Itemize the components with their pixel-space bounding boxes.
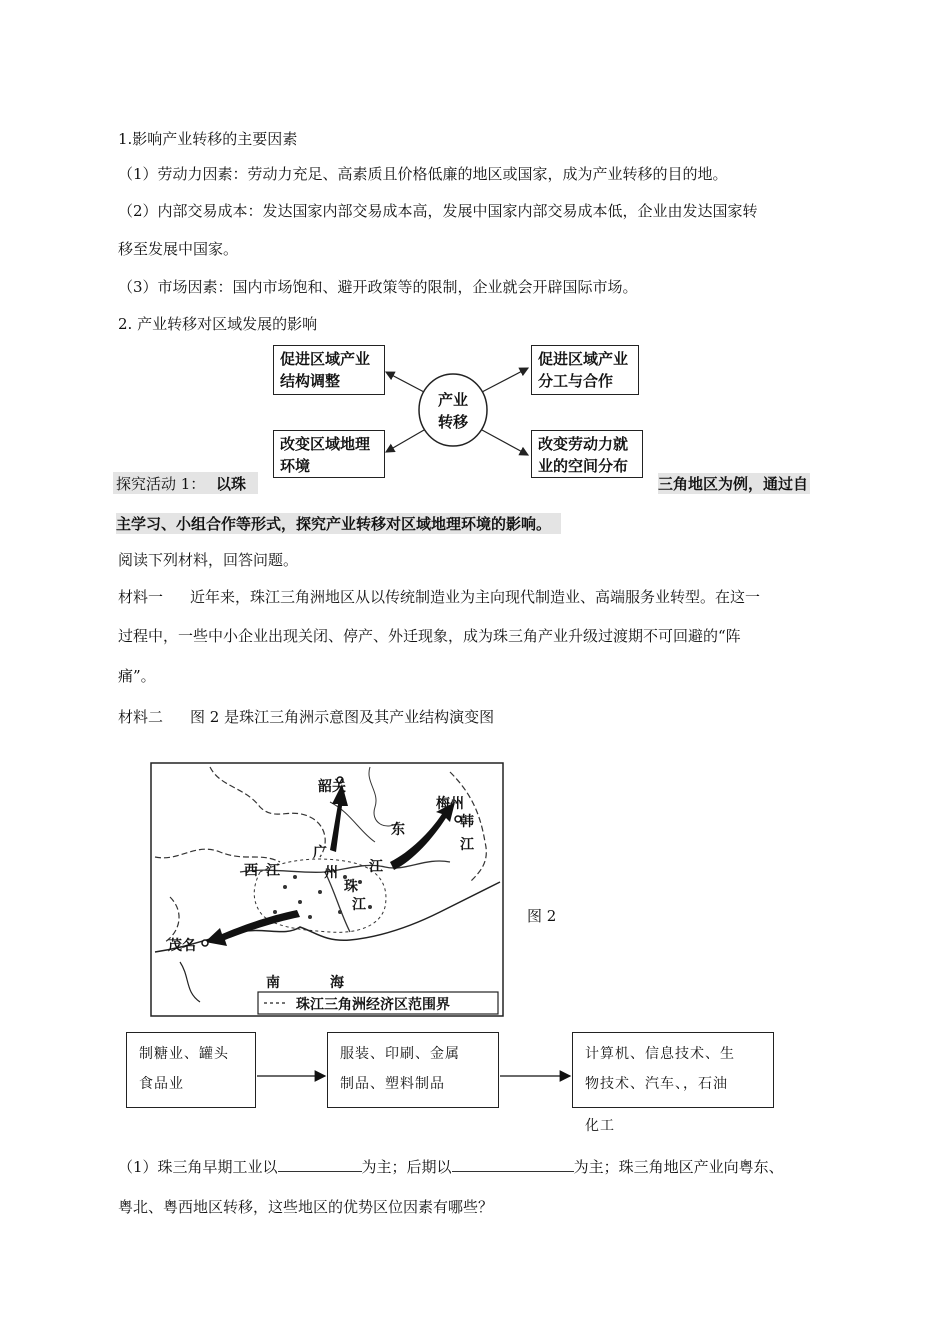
flow-stage-late-tail: 化工 — [585, 1118, 615, 1134]
flow-line: 食品业 — [139, 1076, 184, 1092]
answer-blank-late[interactable] — [452, 1155, 574, 1172]
map-label-shaoguan: 韶关 — [318, 779, 346, 795]
box-line: 结构调整 — [280, 372, 341, 390]
section1-item2-line2: 移至发展中国家。 — [118, 240, 239, 258]
box-line: 促进区域产业 — [538, 350, 629, 368]
section1-item3: （3）市场因素：国内市场饱和、避开政策等的限制，企业就会开辟国际市场。 — [118, 278, 638, 296]
activity-text-start: 以珠 — [216, 475, 247, 493]
box-line: 改变区域地理 — [280, 435, 371, 453]
question1-line2: 粤北、粤西地区转移，这些地区的优势区位因素有哪些？ — [118, 1198, 494, 1216]
section2-title: 2. 产业转移对区域发展的影响 — [118, 315, 318, 333]
material1-label: 材料一 — [118, 588, 164, 606]
map-label-zhou: 州 — [324, 865, 338, 881]
section1-title: 1.影响产业转移的主要因素 — [118, 130, 298, 148]
reading-instruction: 阅读下列材料，回答问题。 — [118, 551, 299, 569]
flow-line: 计算机、信息技术、生 — [585, 1046, 735, 1062]
map-legend-label: 珠江三角洲经济区范围界 — [296, 997, 450, 1013]
activity-text-line2: 主学习、小组合作等形式，探究产业转移对区域地理环境的影响。 — [116, 513, 561, 534]
question1-part-c: 为主；珠三角地区产业向粤东、 — [573, 1158, 784, 1176]
map-label-xi-jiang: 江 — [266, 863, 280, 879]
flow-line: 服装、印刷、金属 — [340, 1046, 460, 1062]
material1-line1: 近年来，珠江三角洲地区从以传统制造业为主向现代制造业、高端服务业转型。在这一 — [190, 588, 761, 606]
activity-label: 探究活动 1： — [116, 475, 206, 493]
box-line: 业的空间分布 — [538, 457, 629, 475]
box-line: 促进区域产业 — [280, 350, 371, 368]
answer-blank-early[interactable] — [278, 1155, 362, 1172]
map-label-hai: 海 — [330, 975, 344, 991]
figure-label: 图 2 — [527, 907, 557, 925]
center-label-line1: 产业 — [438, 391, 469, 409]
map-label-zhu: 珠 — [344, 879, 358, 895]
map-label-maoming: 茂名 — [168, 938, 196, 954]
box-line: 分工与合作 — [538, 372, 614, 390]
map-label-meizhou: 梅州 — [436, 796, 464, 812]
map-label-dong-jiang: 江 — [369, 859, 383, 875]
box-line: 环境 — [280, 457, 311, 475]
map-label-dong: 东 — [391, 822, 405, 838]
question1-line1 — [118, 1155, 784, 1177]
flow-line: 制品、塑料制品 — [340, 1076, 445, 1092]
material2-label: 材料二 — [118, 708, 164, 726]
map-label-zhu-jiang: 江 — [352, 897, 366, 913]
section1-item1: （1）劳动力因素：劳动力充足、高素质且价格低廉的地区或国家，成为产业转移的目的地。 — [118, 165, 728, 183]
map-label-nan: 南 — [266, 975, 280, 991]
material1-line3: 痛”。 — [118, 667, 156, 685]
map-label-guang: 广 — [313, 845, 327, 861]
question1-part-a: （1）珠三角早期工业以 — [118, 1158, 278, 1176]
center-label-line2: 转移 — [438, 413, 469, 431]
flow-line: 物技术、汽车、，石油 — [585, 1076, 728, 1092]
map-label-xi: 西 — [244, 863, 258, 879]
box-line: 改变劳动力就 — [538, 435, 629, 453]
activity-text-right: 三角地区为例，通过自 — [658, 475, 809, 493]
flow-line: 制糖业、罐头 — [139, 1046, 229, 1062]
material1-line2: 过程中，一些中小企业出现关闭、停产、外迁现象，成为珠三角产业升级过渡期不可回避的“阵 — [118, 627, 741, 645]
map-label-han-jiang: 江 — [460, 837, 474, 853]
section1-item2-line1: （2）内部交易成本：发达国家内部交易成本高，发展中国家内部交易成本低，企业由发达国家转 — [118, 202, 758, 220]
material2-text: 图 2 是珠江三角洲示意图及其产业结构演变图 — [190, 708, 495, 726]
map-label-han: 韩 — [460, 814, 474, 830]
question1-part-b: 为主；后期以 — [361, 1158, 452, 1176]
